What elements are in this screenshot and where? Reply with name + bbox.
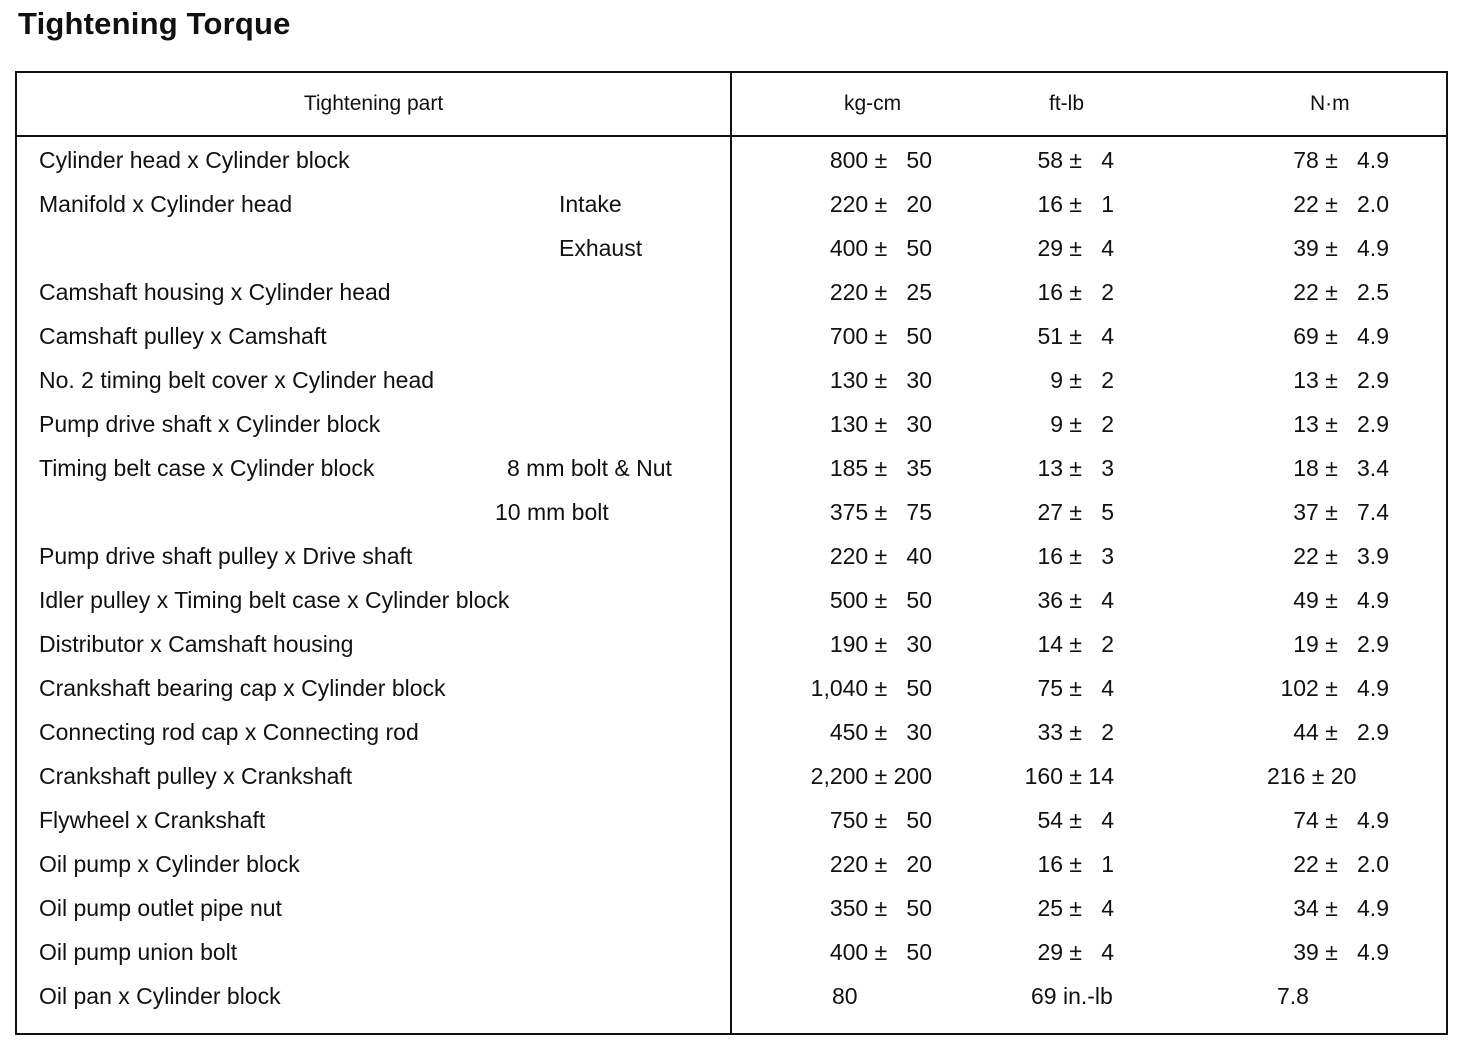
tightening-part: No. 2 timing belt cover x Cylinder head (39, 367, 435, 393)
tightening-part: Distributor x Camshaft housing (39, 631, 354, 657)
value-ft-lb: 29 ± 4 (1037, 939, 1114, 965)
value-n-m: 13 ± 2.9 (1293, 367, 1389, 393)
table-row (17, 269, 1446, 313)
page-title: Tightening Torque (18, 6, 291, 41)
value-ft-lb: 54 ± 4 (1037, 807, 1114, 833)
value-ft-lb: 160 ± 14 (1024, 763, 1114, 789)
torque-table (15, 71, 1448, 1035)
value-ft-lb: 25 ± 4 (1037, 895, 1114, 921)
value-kg-cm: 220 ± 25 (829, 279, 932, 305)
table-row (17, 489, 1446, 533)
tightening-part: Pump drive shaft x Cylinder block (39, 411, 381, 437)
value-kg-cm: 190 ± 30 (829, 631, 932, 657)
value-n-m: 22 ± 3.9 (1293, 543, 1389, 569)
tightening-part: Flywheel x Crankshaft (39, 807, 266, 833)
tightening-part: Cylinder head x Cylinder block (39, 147, 350, 173)
value-kg-cm: 2,200 ± 200 (810, 763, 932, 789)
value-n-m: 7.8 (1277, 983, 1309, 1009)
table-body (17, 137, 1446, 1017)
table-row (17, 577, 1446, 621)
table-row (17, 533, 1446, 577)
value-n-m: 19 ± 2.9 (1293, 631, 1389, 657)
tightening-part: Connecting rod cap x Connecting rod (39, 719, 419, 745)
tightening-part: Oil pump union bolt (39, 939, 238, 965)
table-row (17, 357, 1446, 401)
table-row (17, 841, 1446, 885)
value-ft-lb: 27 ± 5 (1037, 499, 1114, 525)
value-n-m: 37 ± 7.4 (1293, 499, 1389, 525)
value-ft-lb: 13 ± 3 (1037, 455, 1114, 481)
tightening-part: Timing belt case x Cylinder block (39, 455, 375, 481)
value-ft-lb: 16 ± 2 (1037, 279, 1114, 305)
table-row (17, 445, 1446, 489)
table-row (17, 973, 1446, 1017)
header-ft-lb: ft-lb (1049, 92, 1085, 115)
value-n-m: 34 ± 4.9 (1293, 895, 1389, 921)
value-ft-lb: 51 ± 4 (1037, 323, 1114, 349)
value-kg-cm: 700 ± 50 (829, 323, 932, 349)
value-kg-cm: 800 ± 50 (829, 147, 932, 173)
table-row (17, 313, 1446, 357)
value-ft-lb: 16 ± 3 (1037, 543, 1114, 569)
value-ft-lb: 36 ± 4 (1037, 587, 1114, 613)
value-kg-cm: 220 ± 20 (829, 191, 932, 217)
header-n-m: N·m (1310, 92, 1350, 115)
value-ft-lb: 14 ± 2 (1037, 631, 1114, 657)
value-ft-lb: 16 ± 1 (1037, 191, 1114, 217)
part-variant: 10 mm bolt (495, 499, 609, 525)
value-ft-lb: 29 ± 4 (1037, 235, 1114, 261)
value-kg-cm: 185 ± 35 (829, 455, 932, 481)
part-variant: Exhaust (559, 235, 643, 261)
value-kg-cm: 375 ± 75 (829, 499, 932, 525)
table-row (17, 137, 1446, 181)
value-kg-cm: 400 ± 50 (829, 939, 932, 965)
value-n-m: 102 ± 4.9 (1280, 675, 1389, 701)
value-n-m: 22 ± 2.0 (1293, 851, 1389, 877)
value-n-m: 49 ± 4.9 (1293, 587, 1389, 613)
value-kg-cm: 220 ± 20 (829, 851, 932, 877)
tightening-part: Camshaft housing x Cylinder head (39, 279, 391, 305)
value-kg-cm: 400 ± 50 (829, 235, 932, 261)
table-header: Tightening part kg-cm ft-lb N·m (17, 73, 1446, 135)
value-ft-lb: 69 in.-lb (1031, 983, 1113, 1009)
value-kg-cm: 750 ± 50 (829, 807, 932, 833)
value-n-m: 78 ± 4.9 (1293, 147, 1389, 173)
value-n-m: 22 ± 2.0 (1293, 191, 1389, 217)
table-row (17, 401, 1446, 445)
value-n-m: 44 ± 2.9 (1293, 719, 1389, 745)
value-kg-cm: 130 ± 30 (829, 411, 932, 437)
table-row (17, 797, 1446, 841)
tightening-part: Pump drive shaft pulley x Drive shaft (39, 543, 413, 569)
value-kg-cm: 500 ± 50 (829, 587, 932, 613)
value-ft-lb: 9 ± 2 (1050, 411, 1114, 437)
header-tightening-part: Tightening part (303, 92, 444, 115)
part-variant: Intake (559, 191, 622, 217)
value-ft-lb: 58 ± 4 (1037, 147, 1114, 173)
table-row (17, 665, 1446, 709)
value-n-m: 74 ± 4.9 (1293, 807, 1389, 833)
value-n-m: 39 ± 4.9 (1293, 235, 1389, 261)
value-kg-cm: 130 ± 30 (829, 367, 932, 393)
value-n-m: 22 ± 2.5 (1293, 279, 1389, 305)
value-ft-lb: 75 ± 4 (1037, 675, 1114, 701)
table-row (17, 225, 1446, 269)
table-row (17, 929, 1446, 973)
tightening-part: Crankshaft pulley x Crankshaft (39, 763, 353, 789)
table-row (17, 885, 1446, 929)
part-variant: 8 mm bolt & Nut (507, 455, 672, 481)
value-ft-lb: 16 ± 1 (1037, 851, 1114, 877)
value-kg-cm: 350 ± 50 (829, 895, 932, 921)
table-row (17, 709, 1446, 753)
table-row (17, 181, 1446, 225)
tightening-part: Manifold x Cylinder head (39, 191, 293, 217)
tightening-part: Crankshaft bearing cap x Cylinder block (39, 675, 446, 701)
table-row (17, 621, 1446, 665)
value-kg-cm: 220 ± 40 (829, 543, 932, 569)
value-ft-lb: 33 ± 2 (1037, 719, 1114, 745)
value-ft-lb: 9 ± 2 (1050, 367, 1114, 393)
value-kg-cm: 450 ± 30 (829, 719, 932, 745)
value-n-m: 39 ± 4.9 (1293, 939, 1389, 965)
tightening-part: Idler pulley x Timing belt case x Cylinder block (39, 587, 510, 613)
value-kg-cm: 1,040 ± 50 (810, 675, 932, 701)
value-n-m: 18 ± 3.4 (1293, 455, 1389, 481)
tightening-part: Oil pan x Cylinder block (39, 983, 281, 1009)
value-n-m: 69 ± 4.9 (1293, 323, 1389, 349)
value-n-m: 216 ± 20 (1267, 763, 1357, 789)
tightening-part: Oil pump outlet pipe nut (39, 895, 282, 921)
table-row (17, 753, 1446, 797)
tightening-part: Camshaft pulley x Camshaft (39, 323, 327, 349)
value-n-m: 13 ± 2.9 (1293, 411, 1389, 437)
value-kg-cm: 80 (832, 983, 858, 1009)
tightening-part: Oil pump x Cylinder block (39, 851, 300, 877)
